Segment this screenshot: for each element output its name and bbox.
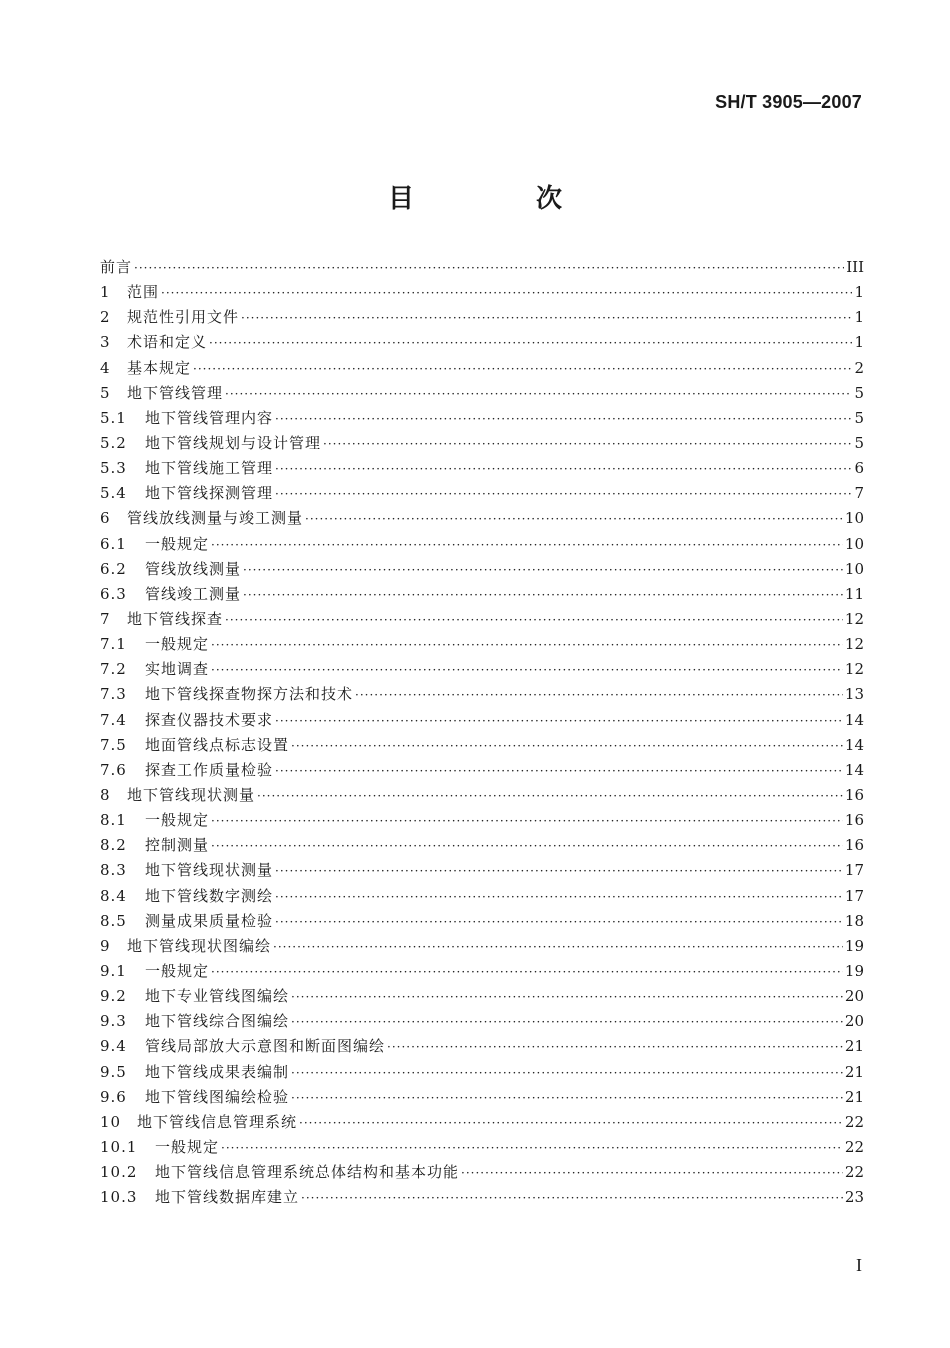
- toc-dot-leader: [275, 709, 843, 734]
- toc-entry[interactable]: [100, 733, 864, 758]
- toc-entry-label: 规范性引用文件: [127, 308, 240, 327]
- toc-entry[interactable]: [100, 808, 864, 833]
- toc-entry-number: 1: [100, 283, 111, 302]
- toc-entry-number: 7.3: [100, 685, 127, 704]
- toc-entry[interactable]: [100, 632, 864, 657]
- toc-dot-leader: [243, 558, 843, 583]
- toc-entry-label: 地下管线成果表编制: [145, 1062, 290, 1081]
- page-title: 目 次: [387, 184, 610, 214]
- toc-entry-number: 9.3: [100, 1012, 127, 1031]
- toc-entry-number: 2: [100, 308, 111, 327]
- toc-dot-leader: [299, 1111, 843, 1136]
- toc-entry-page: 17: [844, 861, 864, 880]
- toc-entry-page: 1: [854, 333, 864, 352]
- toc-entry-page: 18: [844, 911, 864, 930]
- toc-entry[interactable]: [100, 758, 864, 783]
- toc-entry-page: 5: [854, 383, 864, 402]
- toc-entry-number: 6.3: [100, 584, 127, 603]
- toc-entry-page: 16: [844, 785, 864, 804]
- toc-entry-number: 9.1: [100, 961, 127, 980]
- toc-entry-number: 9.2: [100, 987, 127, 1006]
- toc-entry-label: 管线放线测量: [145, 559, 242, 578]
- toc-entry-page: 1: [854, 308, 864, 327]
- toc-entry-label: 地下管线现状测量: [127, 785, 256, 804]
- toc-dot-leader: [323, 432, 852, 457]
- toc-entry-page: 20: [844, 1012, 864, 1031]
- toc-entry-label: 地下管线现状图编绘: [127, 936, 272, 955]
- toc-entry-page: 16: [844, 811, 864, 830]
- toc-dot-leader: [275, 859, 843, 884]
- toc-entry[interactable]: [100, 934, 864, 959]
- toc-entry-page: 13: [844, 685, 864, 704]
- toc-entry-page: 10: [844, 509, 864, 528]
- toc-entry-label: 探查工作质量检验: [145, 760, 274, 779]
- toc-entry[interactable]: [100, 1110, 864, 1135]
- toc-entry-number: 7.4: [100, 710, 127, 729]
- toc-entry-page: 1: [854, 283, 864, 302]
- toc-entry[interactable]: [100, 1085, 864, 1110]
- toc-entry-label: 地下管线管理: [127, 383, 224, 402]
- toc-entry-page: 5: [854, 408, 864, 427]
- toc-dot-leader: [161, 281, 852, 306]
- toc-entry[interactable]: [100, 356, 864, 381]
- toc-entry-page: 7: [854, 484, 864, 503]
- toc-entry-label: 地下管线施工管理: [145, 459, 274, 478]
- toc-entry-label: 地下管线探查物探方法和技术: [145, 685, 354, 704]
- toc-entry[interactable]: [100, 1135, 864, 1160]
- toc-entry[interactable]: [100, 406, 864, 431]
- toc-entry-label: 地下管线数据库建立: [155, 1188, 300, 1207]
- toc-entry-number: 6.2: [100, 559, 127, 578]
- toc-entry-label: 地下管线图编绘检验: [145, 1087, 290, 1106]
- toc-entry-label: 一般规定: [155, 1137, 220, 1156]
- toc-entry-number: 7.2: [100, 660, 127, 679]
- toc-entry-page: 23: [844, 1188, 864, 1207]
- toc-entry-label: 测量成果质量检验: [145, 911, 274, 930]
- toc-entry-number: 6.1: [100, 534, 127, 553]
- toc-entry-number: 8.2: [100, 836, 127, 855]
- toc-entry-label: 地下管线现状测量: [145, 861, 274, 880]
- toc-entry-label: 前言: [100, 258, 133, 276]
- toc-dot-leader: [211, 809, 843, 834]
- toc-entry[interactable]: [100, 532, 864, 557]
- toc-entry[interactable]: [100, 1034, 864, 1059]
- toc-entry-label: 管线竣工测量: [145, 584, 242, 603]
- standard-code: SH/T 3905—2007: [715, 92, 862, 112]
- toc-entry-page: 16: [844, 836, 864, 855]
- toc-entry-page: 21: [844, 1037, 864, 1056]
- toc-entry-page: 2: [854, 358, 864, 377]
- toc-entry-label: 地下管线规划与设计管理: [145, 433, 322, 452]
- toc-entry-number: 5.3: [100, 459, 127, 478]
- toc-dot-leader: [211, 834, 843, 859]
- toc-entry[interactable]: [100, 1060, 864, 1085]
- toc-dot-leader: [225, 608, 843, 633]
- toc-entry-label: 管线放线测量与竣工测量: [127, 509, 304, 528]
- toc-dot-leader: [134, 256, 844, 281]
- toc-entry-page: III: [846, 258, 864, 276]
- toc-dot-leader: [275, 407, 852, 432]
- toc-entry[interactable]: [100, 1009, 864, 1034]
- toc-entry-page: 14: [844, 760, 864, 779]
- toc-entry[interactable]: [100, 858, 864, 883]
- toc-dot-leader: [211, 658, 843, 683]
- toc-entry[interactable]: [100, 607, 864, 632]
- toc-entry-page: 11: [844, 584, 864, 603]
- toc-entry-number: 10.3: [100, 1188, 138, 1207]
- toc-entry[interactable]: [100, 557, 864, 582]
- toc-entry-label: 一般规定: [145, 811, 210, 830]
- toc-entry-page: 20: [844, 987, 864, 1006]
- page-number: I: [856, 1255, 862, 1275]
- toc-entry-number: 7.5: [100, 735, 127, 754]
- toc-dot-leader: [211, 960, 843, 985]
- toc-entry-page: 10: [844, 559, 864, 578]
- toc-dot-leader: [209, 331, 852, 356]
- toc-entry-number: 9.6: [100, 1087, 127, 1106]
- toc-entry[interactable]: [100, 305, 864, 330]
- toc-entry[interactable]: [100, 255, 864, 280]
- toc-dot-leader: [241, 306, 852, 331]
- toc-entry-label: 基本规定: [127, 358, 192, 377]
- toc-entry-label: 探查仪器技术要求: [145, 710, 274, 729]
- toc-dot-leader: [275, 482, 852, 507]
- toc-entry[interactable]: [100, 657, 864, 682]
- toc-entry-number: 9.5: [100, 1062, 127, 1081]
- toc-entry-label: 地面管线点标志设置: [145, 735, 290, 754]
- toc-entry[interactable]: [100, 884, 864, 909]
- toc-entry-page: 21: [844, 1087, 864, 1106]
- toc-entry-number: 8: [100, 785, 111, 804]
- table-of-contents: [100, 255, 864, 1210]
- toc-dot-leader: [193, 357, 852, 382]
- toc-dot-leader: [225, 382, 852, 407]
- toc-dot-leader: [305, 507, 843, 532]
- toc-entry-page: 19: [844, 936, 864, 955]
- toc-entry-label: 地下管线探测管理: [145, 484, 274, 503]
- toc-entry-page: 6: [854, 459, 864, 478]
- toc-entry[interactable]: [100, 833, 864, 858]
- toc-dot-leader: [291, 734, 843, 759]
- toc-entry-number: 8.4: [100, 886, 127, 905]
- toc-entry-label: 地下专业管线图编绘: [145, 987, 290, 1006]
- toc-dot-leader: [387, 1035, 843, 1060]
- toc-entry-label: 范围: [127, 283, 160, 302]
- toc-entry[interactable]: [100, 381, 864, 406]
- toc-entry-page: 10: [844, 534, 864, 553]
- toc-entry-label: 一般规定: [145, 635, 210, 654]
- toc-entry-page: 22: [844, 1137, 864, 1156]
- toc-entry-number: 5.2: [100, 433, 127, 452]
- toc-dot-leader: [275, 759, 843, 784]
- toc-entry-number: 4: [100, 358, 111, 377]
- toc-dot-leader: [291, 1010, 843, 1035]
- toc-entry-page: 14: [844, 735, 864, 754]
- toc-entry-number: 5.1: [100, 408, 127, 427]
- toc-entry-page: 17: [844, 886, 864, 905]
- toc-entry-label: 一般规定: [145, 534, 210, 553]
- toc-entry-page: 21: [844, 1062, 864, 1081]
- toc-entry-page: 12: [844, 609, 864, 628]
- toc-dot-leader: [301, 1186, 843, 1211]
- toc-dot-leader: [291, 1086, 843, 1111]
- toc-entry[interactable]: [100, 959, 864, 984]
- toc-dot-leader: [257, 784, 843, 809]
- toc-entry[interactable]: [100, 280, 864, 305]
- toc-entry[interactable]: [100, 582, 864, 607]
- toc-entry-number: 6: [100, 509, 111, 528]
- toc-entry-number: 7: [100, 609, 111, 628]
- toc-entry-page: 22: [844, 1112, 864, 1131]
- toc-entry-page: 14: [844, 710, 864, 729]
- toc-dot-leader: [275, 910, 843, 935]
- toc-dot-leader: [211, 633, 843, 658]
- toc-entry-number: 9.4: [100, 1037, 127, 1056]
- toc-entry-page: 12: [844, 635, 864, 654]
- toc-entry[interactable]: [100, 1185, 864, 1210]
- toc-entry-number: 5.4: [100, 484, 127, 503]
- toc-entry-label: 一般规定: [145, 961, 210, 980]
- toc-entry-number: 8.5: [100, 911, 127, 930]
- toc-dot-leader: [291, 985, 843, 1010]
- toc-entry-number: 3: [100, 333, 111, 352]
- toc-entry[interactable]: [100, 456, 864, 481]
- toc-dot-leader: [355, 683, 843, 708]
- toc-entry-number: 10.1: [100, 1137, 138, 1156]
- toc-entry-label: 地下管线数字测绘: [145, 886, 274, 905]
- toc-entry-number: 10.2: [100, 1163, 138, 1182]
- toc-entry[interactable]: [100, 506, 864, 531]
- toc-entry-number: 10: [100, 1112, 122, 1131]
- toc-dot-leader: [273, 935, 843, 960]
- toc-entry-number: 7.6: [100, 760, 127, 779]
- toc-dot-leader: [211, 533, 843, 558]
- toc-entry-label: 控制测量: [145, 836, 210, 855]
- toc-dot-leader: [275, 457, 852, 482]
- toc-entry[interactable]: [100, 1160, 864, 1185]
- toc-entry-label: 地下管线信息管理系统总体结构和基本功能: [155, 1163, 460, 1182]
- toc-entry-label: 地下管线信息管理系统: [137, 1112, 298, 1131]
- toc-entry-label: 管线局部放大示意图和断面图编绘: [145, 1037, 386, 1056]
- toc-entry[interactable]: [100, 682, 864, 707]
- toc-entry-label: 术语和定义: [127, 333, 208, 352]
- toc-entry[interactable]: [100, 708, 864, 733]
- toc-entry[interactable]: [100, 481, 864, 506]
- toc-entry[interactable]: [100, 984, 864, 1009]
- toc-entry-page: 22: [844, 1163, 864, 1182]
- toc-entry-label: 地下管线探查: [127, 609, 224, 628]
- toc-dot-leader: [291, 1061, 843, 1086]
- toc-entry-label: 地下管线综合图编绘: [145, 1012, 290, 1031]
- toc-dot-leader: [275, 885, 843, 910]
- toc-entry-label: 实地调查: [145, 660, 210, 679]
- toc-entry-page: 12: [844, 660, 864, 679]
- toc-entry-number: 8.3: [100, 861, 127, 880]
- toc-dot-leader: [461, 1161, 843, 1186]
- toc-entry[interactable]: [100, 330, 864, 355]
- toc-entry[interactable]: [100, 431, 864, 456]
- toc-entry-number: 9: [100, 936, 111, 955]
- toc-entry-page: 19: [844, 961, 864, 980]
- toc-entry-number: 8.1: [100, 811, 127, 830]
- toc-entry-number: 7.1: [100, 635, 127, 654]
- toc-dot-leader: [221, 1136, 843, 1161]
- toc-dot-leader: [243, 583, 843, 608]
- toc-entry-page: 5: [854, 433, 864, 452]
- toc-entry[interactable]: [100, 909, 864, 934]
- toc-entry-number: 5: [100, 383, 111, 402]
- toc-entry-label: 地下管线管理内容: [145, 408, 274, 427]
- toc-entry[interactable]: [100, 783, 864, 808]
